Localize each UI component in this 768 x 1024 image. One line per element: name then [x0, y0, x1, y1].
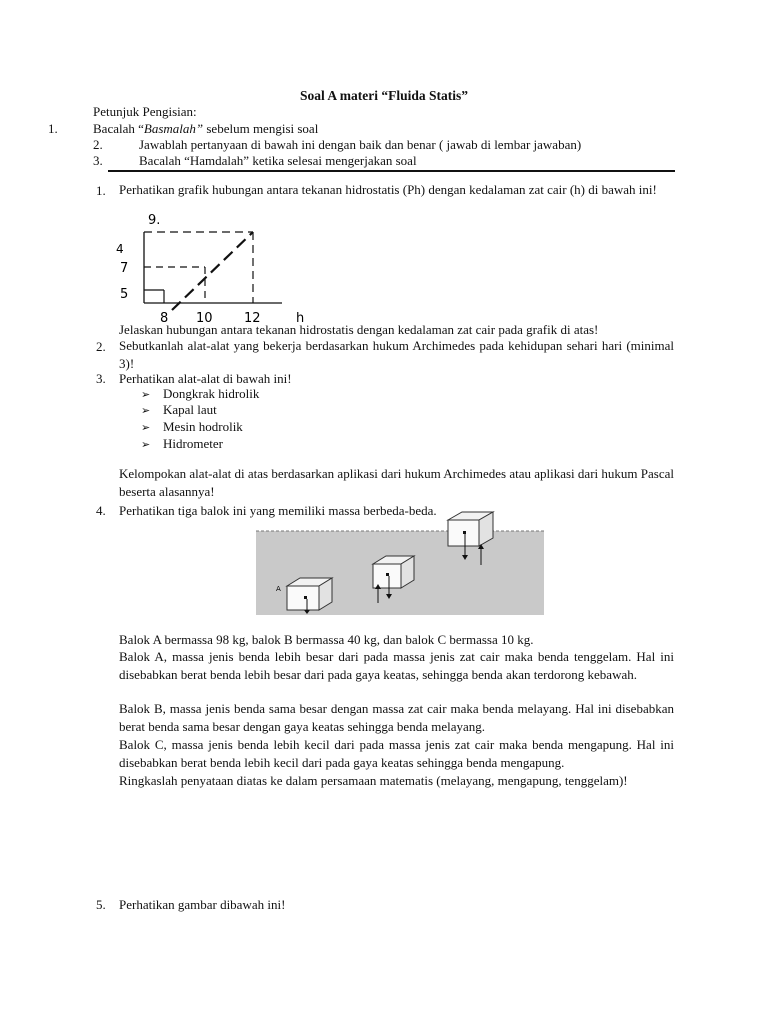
instruction-3: Bacalah “Hamdalah” ketika selesai mengerjakan soal	[139, 153, 417, 168]
instruction-3-number: 3.	[93, 153, 103, 168]
list-item-label: Mesin hodrolik	[163, 419, 243, 434]
q5-number: 5.	[96, 897, 106, 912]
arrow-bullet-icon: ➢	[141, 438, 151, 451]
q1-number: 1.	[96, 183, 106, 198]
graph-label-x12: 12	[244, 311, 261, 326]
q4-line-3: Balok B, massa jenis benda sama besar dengan massa zat cair maka benda melayang. Hal ini disebabkan berat benda sama besar dengan gaya keatas sehingga benda melayang.	[119, 701, 674, 734]
list-item-label: Dongkrak hidrolik	[163, 386, 260, 401]
q1-followup: Jelaskan hubungan antara tekanan hidrostatis dengan kedalaman zat cair pada grafik di atas!	[119, 322, 599, 337]
q4-number: 4.	[96, 503, 106, 518]
q1-text: Perhatikan grafik hubungan antara tekanan hidrostatis (Ph) dengan kedalaman zat cair (h) di bawah ini!	[119, 182, 657, 197]
instruction-2-number: 2.	[93, 137, 103, 152]
graph-label-y5: 5	[120, 287, 129, 302]
graph-label-x-axis: h	[296, 311, 305, 326]
instruction-1-pre: Bacalah “	[93, 121, 144, 136]
q3-task: Kelompokan alat-alat di atas berdasarkan aplikasi dari hukum Archimedes atau aplikasi dari hukum Pascal beserta alasannya!	[119, 466, 674, 499]
q1-graph	[110, 210, 310, 328]
q2-text: Sebutkanlah alat-alat yang bekerja berdasarkan hukum Archimedes pada kehidupan sehari hari (minimal 3)!	[119, 338, 674, 371]
list-item	[141, 435, 223, 453]
instruction-1-italic: Basmalah”	[143, 121, 204, 136]
graph-trend-line	[172, 232, 253, 310]
list-item-label: Hidrometer	[163, 436, 223, 451]
q4-line-4: Balok C, massa jenis benda lebih kecil dari pada massa jenis zat cair maka benda mengapung. Hal ini disebabkan berat benda lebih kecil dari pada gaya keatas sehingga benda mengapung.	[119, 737, 674, 770]
instruction-1-number: 1.	[48, 121, 58, 136]
q4-line-1: Balok A bermassa 98 kg, balok B bermassa 40 kg, dan balok C bermassa 10 kg.	[119, 632, 534, 647]
arrow-bullet-icon: ➢	[141, 388, 151, 401]
graph-label-x10: 10	[196, 311, 213, 326]
list-item	[141, 418, 243, 436]
instruction-1-post: sebelum mengisi soal	[203, 121, 319, 136]
arrow-bullet-icon: ➢	[141, 421, 151, 434]
graph-label-y-top: 9.	[148, 213, 161, 228]
q3-text: Perhatikan alat-alat di bawah ini!	[119, 371, 292, 386]
instruction-1	[93, 120, 318, 137]
page-title: Soal A materi “Fluida Statis”	[299, 88, 468, 103]
q4-line-2: Balok A, massa jenis benda lebih besar dari pada massa jenis zat cair maka benda tenggelam. Hal ini disebabkan berat benda lebih besar dari pada gaya keatas, sehingga benda akan terdorong kebawah.	[119, 649, 674, 682]
q5-text: Perhatikan gambar dibawah ini!	[119, 897, 286, 912]
q4-text: Perhatikan tiga balok ini yang memiliki massa berbeda-beda.	[119, 503, 437, 518]
q4-figure-svg	[256, 503, 544, 615]
list-item	[141, 401, 217, 419]
instruction-2: Jawablah pertanyaan di bawah ini dengan baik dan benar ( jawab di lembar jawaban)	[139, 137, 582, 152]
q1-graph-svg	[110, 210, 310, 328]
graph-label-y7: 7	[120, 261, 129, 276]
q3-number: 3.	[96, 371, 106, 386]
instructions-label: Petunjuk Pengisian:	[93, 104, 197, 119]
arrow-bullet-icon: ➢	[141, 404, 151, 417]
q2-number: 2.	[96, 339, 106, 354]
graph-label-y-side: 4	[116, 242, 124, 256]
q4-line-5: Ringkaslah penyataan diatas ke dalam persamaan matematis (melayang, mengapung, tenggelam)!	[119, 773, 628, 788]
header-divider	[108, 170, 675, 172]
q4-figure	[256, 503, 544, 615]
graph-label-x8: 8	[160, 311, 169, 326]
list-item-label: Kapal laut	[163, 402, 217, 417]
block-a-label: A	[276, 585, 281, 593]
